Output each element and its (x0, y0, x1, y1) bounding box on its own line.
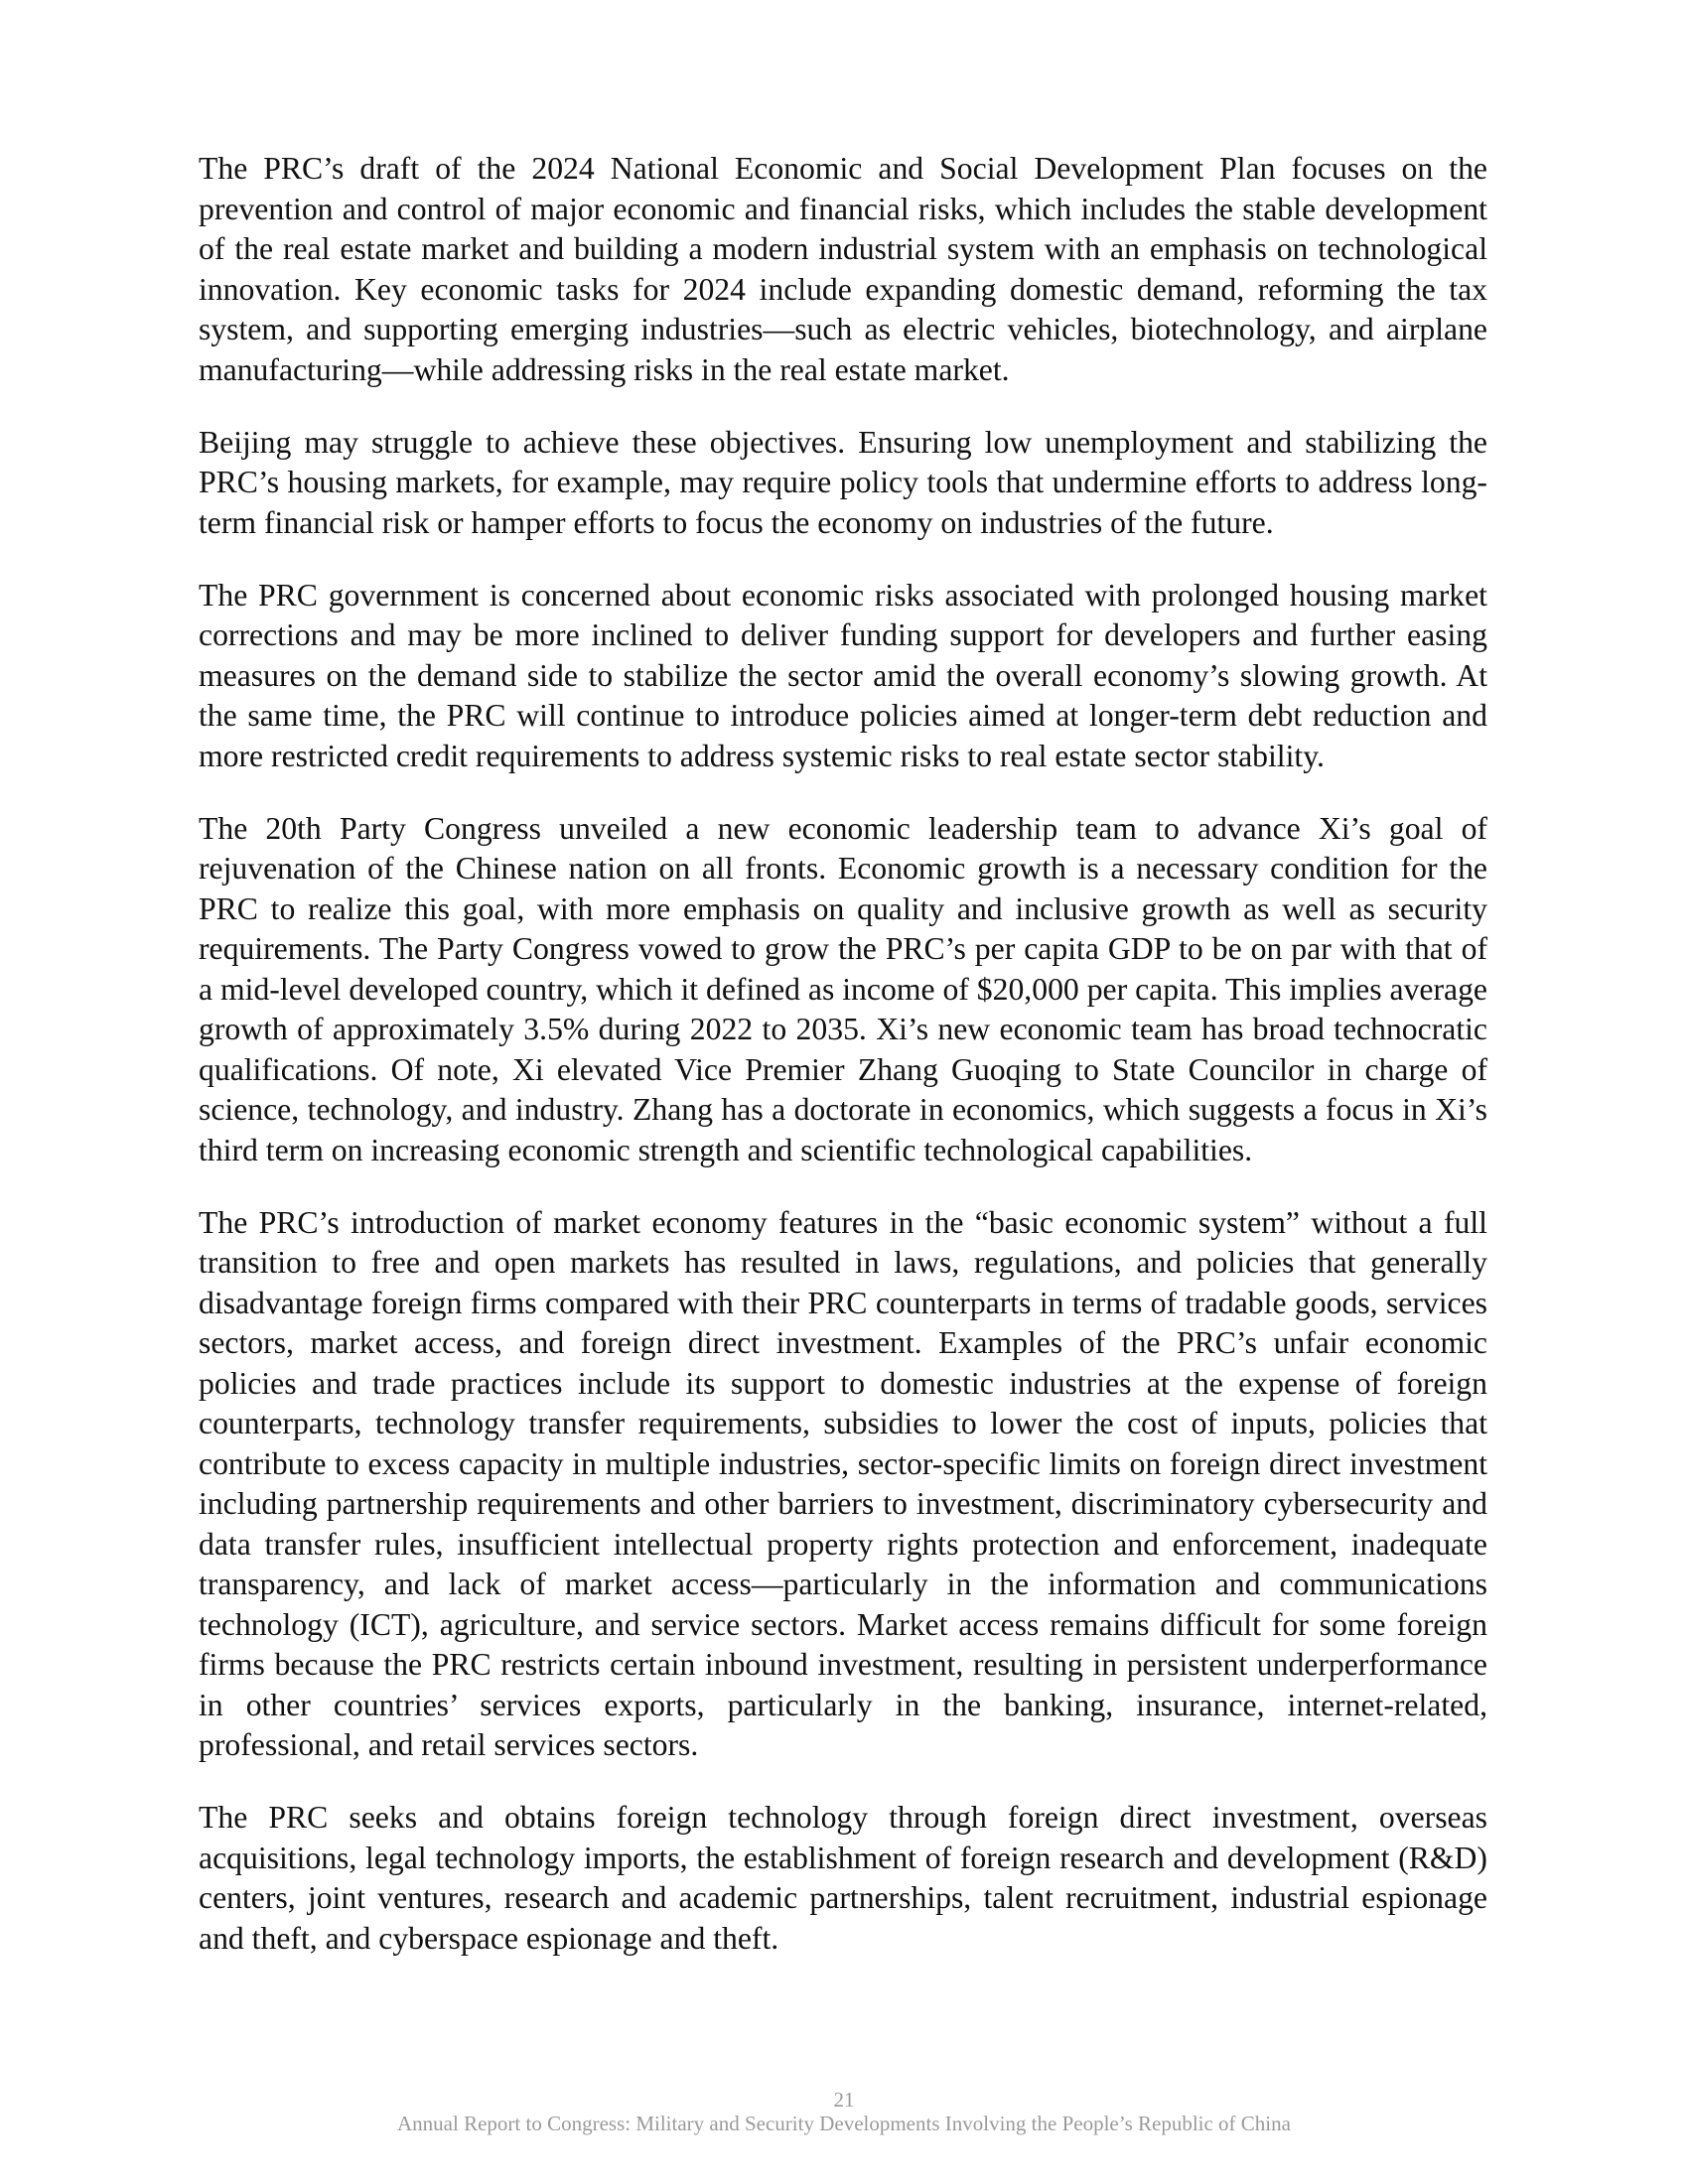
page-footer (0, 2088, 1688, 2135)
running-title: Annual Report to Congress: Military and Security Developments Involving the People’s Republic of China (397, 2112, 1291, 2135)
paragraph-party-congress: The 20th Party Congress unveiled a new economic leadership team to advance Xi’s goal of rejuvenation of the Chinese nation on all fronts. Economic growth is a necessary condition for the PRC to realize this goal, with more emphasis on quality and inclusive growth as well as security requirements. The Party Congress vowed to grow the PRC’s per capita GDP to be on par with that of a mid-level developed country, which it defined as income of $20,000 per capita. This implies average growth of approximately 3.5% during 2022 to 2035. Xi’s new economic team has broad technocratic qualifications. Of note, Xi elevated Vice Premier Zhang Guoqing to State Councilor in charge of science, technology, and industry. Zhang has a doctorate in economics, which suggests a focus in Xi’s third term on increasing economic strength and scientific technological capabilities. (199, 810, 1487, 1167)
paragraph-foreign-technology: The PRC seeks and obtains foreign technology through foreign direct investment, overseas acquisitions, legal technology imports, the establishment of foreign research and development (R&D) centers, joint ventures, research and academic partnerships, talent recruitment, industrial espionage and theft, and cyberspace espionage and theft. (199, 1800, 1487, 1956)
paragraph-housing-risks: The PRC government is concerned about economic risks associated with prolonged housing market corrections and may be more inclined to deliver funding support for developers and further easing measures on the demand side to stabilize the sector amid the overall economy’s slowing growth. At the same time, the PRC will continue to introduce policies aimed at longer-term debt reduction and more restricted credit requirements to address systemic risks to real estate sector stability. (199, 577, 1487, 773)
page-number: 21 (833, 2088, 855, 2112)
paragraph-market-economy: The PRC’s introduction of market economy features in the “basic economic system” without a full transition to free and open markets has resulted in laws, regulations, and policies that generally disadvantage foreign firms compared with their PRC counterparts in terms of tradable goods, services sectors, market access, and foreign direct investment. Examples of the PRC’s unfair economic policies and trade practices include its support to domestic industries at the expense of foreign counterparts, technology transfer requirements, subsidies to lower the cost of inputs, policies that contribute to excess capacity in multiple industries, sector-specific limits on foreign direct investment including partnership requirements and other barriers to investment, discriminatory cybersecurity and data transfer rules, insufficient intellectual property rights protection and enforcement, inadequate transparency, and lack of market access—particularly in the information and communications technology (ICT), agriculture, and service sectors. Market access remains difficult for some foreign firms because the PRC restricts certain inbound investment, resulting in persistent underperformance in other countries’ services exports, particularly in the banking, insurance, internet-related, professional, and retail services sectors. (199, 1204, 1487, 1762)
paragraph-beijing-struggle: Beijing may struggle to achieve these objectives. Ensuring low unemployment and stabilizing the PRC’s housing markets, for example, may require policy tools that undermine efforts to address long-term financial risk or hamper efforts to focus the economy on industries of the future. (199, 424, 1487, 540)
body-text (199, 149, 1487, 1959)
paragraph-housing-plan: The PRC’s draft of the 2024 National Economic and Social Development Plan focuses on the prevention and control of major economic and financial risks, which includes the stable development of the real estate market and building a modern industrial system with an emphasis on technological innovation. Key economic tasks for 2024 include expanding domestic demand, reforming the tax system, and supporting emerging industries—such as electric vehicles, biotechnology, and airplane manufacturing—while addressing risks in the real estate market. (199, 151, 1487, 387)
